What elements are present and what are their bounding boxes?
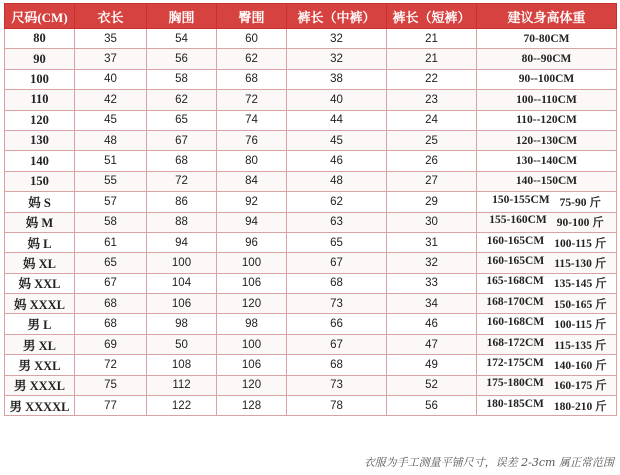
recommended-cell [477,334,617,354]
hip-cell: 60 [217,29,287,49]
length-cell: 68 [75,314,147,334]
table-row [5,29,617,49]
recommended-height: 160-165CM [486,254,545,267]
mid-pants-cell: 63 [287,212,387,232]
length-cell: 75 [75,375,147,395]
table-row [5,110,617,130]
length-cell: 68 [75,294,147,314]
chest-cell: 88 [147,212,217,232]
recommended-cell [477,294,617,314]
length-cell: 42 [75,90,147,110]
size-cell: 150 [5,171,75,191]
table-row [5,396,617,416]
table-row [5,253,617,273]
hip-cell: 106 [217,273,287,293]
chest-cell: 94 [147,232,217,252]
chest-cell: 72 [147,171,217,191]
mid-pants-cell: 68 [287,355,387,375]
mid-pants-cell: 67 [287,334,387,354]
size-cell: 男 XXL [5,355,75,375]
mid-pants-cell: 67 [287,253,387,273]
mid-pants-cell: 44 [287,110,387,130]
mid-pants-cell: 68 [287,273,387,293]
hip-cell: 94 [217,212,287,232]
length-cell: 35 [75,29,147,49]
hip-cell: 106 [217,355,287,375]
length-cell: 58 [75,212,147,232]
short-pants-cell: 47 [387,334,477,354]
short-pants-cell: 29 [387,192,477,212]
recommended-cell [477,49,617,69]
length-cell: 72 [75,355,147,375]
chest-cell: 122 [147,396,217,416]
recommended-height: 130--140CM [515,155,578,168]
short-pants-cell: 34 [387,294,477,314]
recommended-height: 120--130CM [515,134,578,147]
mid-pants-cell: 38 [287,69,387,89]
recommended-cell [477,90,617,110]
recommended-cell [477,355,617,375]
recommended-height: 70-80CM [523,32,570,45]
short-pants-cell: 23 [387,90,477,110]
table-row [5,355,617,375]
short-pants-cell: 49 [387,355,477,375]
hip-cell: 92 [217,192,287,212]
size-cell: 男 L [5,314,75,334]
table-row [5,212,617,232]
recommended-weight: 100-115 斤 [554,237,607,250]
size-cell: 妈 XXL [5,273,75,293]
recommended-weight: 100-115 斤 [554,319,607,332]
short-pants-cell: 46 [387,314,477,334]
recommended-weight: 115-130 斤 [554,257,607,270]
chest-cell: 56 [147,49,217,69]
length-cell: 40 [75,69,147,89]
mid-pants-cell: 66 [287,314,387,334]
chest-cell: 68 [147,151,217,171]
recommended-height: 140--150CM [515,175,578,188]
mid-pants-cell: 48 [287,171,387,191]
recommended-height: 90--100CM [518,73,575,86]
short-pants-cell: 30 [387,212,477,232]
table-row [5,69,617,89]
chest-cell: 65 [147,110,217,130]
chest-cell: 108 [147,355,217,375]
chest-cell: 106 [147,294,217,314]
length-cell: 51 [75,151,147,171]
table-row [5,314,617,334]
recommended-height: 155-160CM [489,214,547,227]
recommended-weight: 140-160 斤 [553,359,607,372]
hip-cell: 74 [217,110,287,130]
recommended-height: 150-155CM [492,193,550,206]
recommended-cell [477,253,617,273]
length-cell: 77 [75,396,147,416]
recommended-height: 168-172CM [486,336,545,349]
hip-cell: 62 [217,49,287,69]
chest-cell: 67 [147,130,217,150]
mid-pants-cell: 78 [287,396,387,416]
header-chest: 胸围 [147,4,217,29]
mid-pants-cell: 46 [287,151,387,171]
size-chart [4,3,616,416]
chest-cell: 62 [147,90,217,110]
recommended-height: 168-170CM [486,295,544,308]
table-header-row [5,4,617,29]
recommended-height: 180-185CM [486,397,544,410]
recommended-cell [477,151,617,171]
table-row [5,192,617,212]
length-cell: 57 [75,192,147,212]
mid-pants-cell: 73 [287,294,387,314]
chest-cell: 104 [147,273,217,293]
recommended-height: 165-168CM [486,275,544,288]
length-cell: 48 [75,130,147,150]
length-cell: 37 [75,49,147,69]
recommended-weight: 160-175 斤 [553,380,607,393]
length-cell: 67 [75,273,147,293]
short-pants-cell: 32 [387,253,477,273]
chest-cell: 112 [147,375,217,395]
table-row [5,49,617,69]
size-cell: 90 [5,49,75,69]
mid-pants-cell: 73 [287,375,387,395]
header-recommended: 建议身高体重 [477,4,617,29]
recommended-height: 100--110CM [516,93,577,106]
short-pants-cell: 21 [387,49,477,69]
recommended-height: 160-165CM [486,234,545,247]
hip-cell: 72 [217,90,287,110]
size-cell: 妈 XXXL [5,294,75,314]
mid-pants-cell: 32 [287,49,387,69]
length-cell: 55 [75,171,147,191]
short-pants-cell: 22 [387,69,477,89]
chest-cell: 86 [147,192,217,212]
table-body [5,29,617,416]
table-row [5,334,617,354]
hip-cell: 96 [217,232,287,252]
recommended-height: 172-175CM [486,356,544,369]
recommended-weight: 115-135 斤 [554,339,607,352]
table-row [5,171,617,191]
chest-cell: 54 [147,29,217,49]
recommended-weight: 180-210 斤 [553,400,607,413]
chest-cell: 100 [147,253,217,273]
recommended-cell [477,396,617,416]
hip-cell: 100 [217,253,287,273]
header-mid-pants: 裤长（中裤） [287,4,387,29]
recommended-cell [477,273,617,293]
hip-cell: 98 [217,314,287,334]
header-short-pants: 裤长（短裤） [387,4,477,29]
short-pants-cell: 27 [387,171,477,191]
recommended-cell [477,375,617,395]
short-pants-cell: 52 [387,375,477,395]
recommended-cell [477,212,617,232]
short-pants-cell: 33 [387,273,477,293]
table-row [5,130,617,150]
size-cell: 男 XXXXL [5,396,75,416]
recommended-weight: 150-165 斤 [553,298,607,311]
recommended-height: 160-168CM [486,316,545,329]
size-cell: 100 [5,69,75,89]
size-cell: 男 XXXL [5,375,75,395]
hip-cell: 68 [217,69,287,89]
recommended-weight: 75-90 斤 [559,196,601,209]
recommended-cell [477,171,617,191]
size-cell: 120 [5,110,75,130]
short-pants-cell: 26 [387,151,477,171]
size-cell: 110 [5,90,75,110]
size-cell: 男 XL [5,334,75,354]
short-pants-cell: 25 [387,130,477,150]
table-row [5,232,617,252]
footnote: 衣服为手工测量平铺尺寸，误差 2-3cm 属正常范围 [363,456,614,469]
recommended-cell [477,69,617,89]
table-row [5,375,617,395]
hip-cell: 76 [217,130,287,150]
recommended-cell [477,130,617,150]
recommended-height: 110--120CM [516,114,577,127]
short-pants-cell: 24 [387,110,477,130]
size-cell: 妈 M [5,212,75,232]
chest-cell: 50 [147,334,217,354]
size-cell: 140 [5,151,75,171]
recommended-cell [477,110,617,130]
recommended-weight: 90-100 斤 [556,217,604,230]
mid-pants-cell: 65 [287,232,387,252]
hip-cell: 120 [217,375,287,395]
hip-cell: 128 [217,396,287,416]
length-cell: 61 [75,232,147,252]
recommended-cell [477,29,617,49]
mid-pants-cell: 40 [287,90,387,110]
recommended-cell [477,192,617,212]
recommended-cell [477,314,617,334]
size-table [4,3,617,416]
recommended-weight: 135-145 斤 [553,278,607,291]
table-row [5,90,617,110]
header-hip: 臀围 [217,4,287,29]
hip-cell: 84 [217,171,287,191]
size-cell: 130 [5,130,75,150]
hip-cell: 100 [217,334,287,354]
short-pants-cell: 56 [387,396,477,416]
length-cell: 65 [75,253,147,273]
table-row [5,294,617,314]
recommended-height: 80--90CM [521,53,572,66]
table-row [5,151,617,171]
size-cell: 妈 S [5,192,75,212]
chest-cell: 98 [147,314,217,334]
header-size: 尺码(CM) [5,4,75,29]
size-cell: 妈 L [5,232,75,252]
size-cell: 妈 XL [5,253,75,273]
length-cell: 45 [75,110,147,130]
hip-cell: 80 [217,151,287,171]
table-row [5,273,617,293]
recommended-height: 175-180CM [486,377,544,390]
short-pants-cell: 21 [387,29,477,49]
mid-pants-cell: 32 [287,29,387,49]
chest-cell: 58 [147,69,217,89]
header-length: 衣长 [75,4,147,29]
short-pants-cell: 31 [387,232,477,252]
recommended-cell [477,232,617,252]
size-cell: 80 [5,29,75,49]
mid-pants-cell: 45 [287,130,387,150]
hip-cell: 120 [217,294,287,314]
length-cell: 69 [75,334,147,354]
mid-pants-cell: 62 [287,192,387,212]
